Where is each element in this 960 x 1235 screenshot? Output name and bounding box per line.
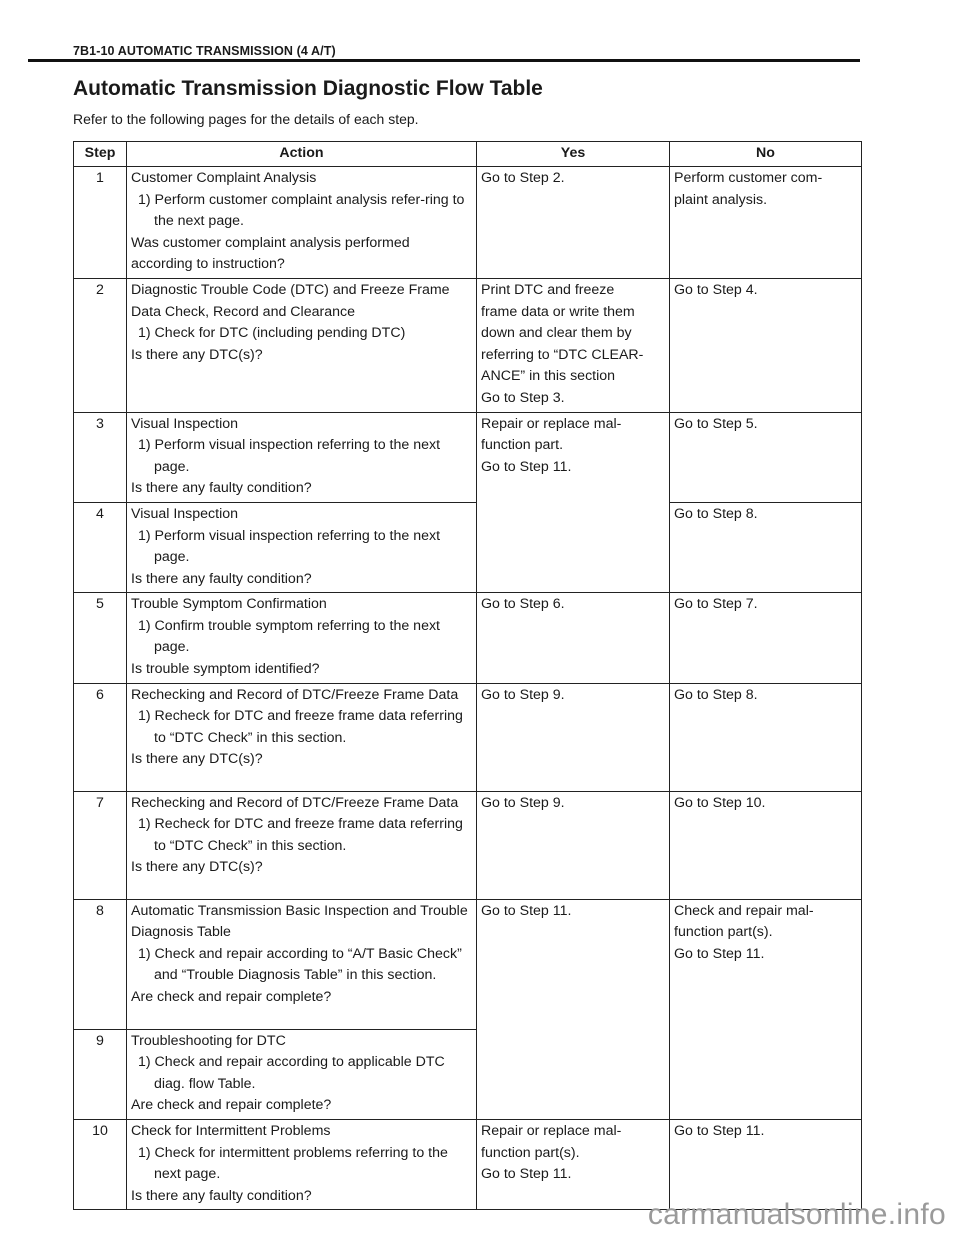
action-title: Rechecking and Record of DTC/Freeze Frame Data	[131, 686, 459, 703]
action-question: Are check and repair complete?	[131, 1097, 332, 1114]
action-substep: 1) Check and repair according to “A/T Basic Check” and “Trouble Diagnosis Table” in this section.	[138, 945, 462, 984]
table-row	[74, 593, 862, 683]
yes-line: down and clear them by	[481, 325, 632, 342]
no-line: Perform customer com-	[674, 170, 823, 186]
yes-cell	[477, 1120, 670, 1210]
intro-text: Refer to the following pages for the details of each step.	[73, 111, 419, 127]
table-row	[74, 1120, 862, 1210]
step-number: 9	[74, 1029, 127, 1119]
yes-line: function part.	[481, 437, 564, 454]
no-cell	[670, 1120, 862, 1210]
action-title: Automatic Transmission Basic Inspection and Trouble Diagnosis Table	[131, 902, 468, 941]
action-cell	[127, 593, 477, 683]
no-line: Go to Step 11.	[674, 945, 765, 962]
table-header-row	[74, 142, 862, 167]
yes-line: Go to Step 9.	[481, 686, 565, 703]
action-title: Visual Inspection	[131, 415, 239, 432]
action-cell	[127, 1029, 477, 1119]
step-number: 2	[74, 278, 127, 412]
action-cell	[127, 278, 477, 412]
step-number: 1	[74, 167, 127, 279]
table-row	[74, 899, 862, 1029]
yes-line: Repair or replace mal-	[481, 415, 622, 432]
action-question: Is trouble symptom identified?	[131, 661, 320, 678]
yes-cell	[477, 683, 670, 791]
no-cell	[670, 899, 862, 1119]
yes-line: Go to Step 6.	[481, 596, 565, 613]
no-line: Go to Step 4.	[674, 281, 758, 298]
table-row	[74, 502, 862, 592]
action-question: Is there any DTC(s)?	[131, 859, 263, 876]
action-substep: 1) Perform visual inspection referring to the next page.	[138, 437, 441, 475]
yes-line: Go to Step 11.	[481, 1166, 572, 1183]
no-cell	[670, 278, 862, 412]
column-header-yes: Yes	[477, 142, 670, 167]
no-cell	[670, 502, 862, 592]
watermark-text[interactable]: carmanualsonline.info	[647, 1198, 946, 1231]
column-header-step: Step	[74, 142, 127, 167]
action-question: Is there any faulty condition?	[131, 570, 312, 587]
action-title: Rechecking and Record of DTC/Freeze Frame Data	[131, 794, 459, 811]
table-row	[74, 278, 862, 412]
action-title: Diagnostic Trouble Code (DTC) and Freeze Frame Data Check, Record and Clearance	[131, 281, 450, 320]
no-line: plaint analysis.	[674, 191, 768, 208]
yes-line: Print DTC and freeze	[481, 281, 615, 298]
action-question: Is there any faulty condition?	[131, 1187, 312, 1204]
action-question: Is there any DTC(s)?	[131, 751, 263, 768]
action-title: Troubleshooting for DTC	[131, 1032, 286, 1049]
yes-cell	[477, 593, 670, 683]
yes-line: function part(s).	[481, 1144, 580, 1161]
action-substep: 1) Perform customer complaint analysis refer-ring to the next page.	[138, 191, 465, 230]
yes-line: Go to Step 9.	[481, 794, 565, 811]
no-line: Go to Step 8.	[674, 686, 758, 703]
table-row	[74, 683, 862, 791]
no-cell	[670, 683, 862, 791]
action-substep: 1) Check for DTC (including pending DTC)	[138, 325, 406, 342]
no-cell	[670, 167, 862, 279]
action-substep: 1) Confirm trouble symptom referring to the next page.	[138, 617, 440, 656]
action-question: Was customer complaint analysis performed according to instruction?	[131, 234, 410, 273]
action-question: Is there any faulty condition?	[131, 480, 312, 497]
step-number: 4	[74, 502, 127, 592]
yes-cell	[477, 791, 670, 899]
action-substep: 1) Check and repair according to applicable DTC diag. flow Table.	[138, 1054, 445, 1092]
yes-line: Go to Step 3.	[481, 389, 565, 406]
action-title: Check for Intermittent Problems	[131, 1123, 331, 1140]
yes-line: frame data or write them	[481, 303, 635, 320]
no-line: Go to Step 8.	[674, 505, 758, 522]
no-cell	[670, 412, 862, 502]
action-substep: 1) Perform visual inspection referring to the next page.	[138, 527, 441, 566]
yes-line: ANCE” in this section	[481, 368, 616, 385]
yes-line: Go to Step 2.	[481, 170, 565, 186]
yes-line: referring to “DTC CLEAR-	[481, 346, 644, 363]
action-substep: 1) Check for intermittent problems referring to the next page.	[138, 1144, 448, 1183]
yes-cell	[477, 167, 670, 279]
page-title: Automatic Transmission Diagnostic Flow Table	[73, 77, 543, 100]
header-rule	[28, 59, 860, 62]
action-cell	[127, 502, 477, 592]
action-question: Are check and repair complete?	[131, 989, 332, 1006]
yes-cell	[477, 412, 670, 593]
table-row	[74, 167, 862, 279]
action-question: Is there any DTC(s)?	[131, 346, 263, 363]
table-row	[74, 791, 862, 899]
yes-line: Repair or replace mal-	[481, 1123, 622, 1140]
step-number: 10	[74, 1120, 127, 1210]
action-substep: 1) Recheck for DTC and freeze frame data referring to “DTC Check” in this section.	[138, 708, 463, 746]
no-line: Go to Step 7.	[674, 596, 758, 613]
yes-line: Go to Step 11.	[481, 902, 572, 919]
step-number: 6	[74, 683, 127, 791]
diagnostic-flow-table	[73, 141, 862, 1210]
yes-cell	[477, 899, 670, 1119]
action-title: Customer Complaint Analysis	[131, 170, 317, 186]
step-number: 3	[74, 412, 127, 502]
step-number: 5	[74, 593, 127, 683]
no-line: Go to Step 5.	[674, 415, 758, 432]
no-cell	[670, 593, 862, 683]
no-cell	[670, 791, 862, 899]
action-cell	[127, 412, 477, 502]
action-cell	[127, 899, 477, 1029]
no-line: function part(s).	[674, 924, 773, 941]
column-header-action: Action	[127, 142, 477, 167]
action-cell	[127, 683, 477, 791]
action-cell	[127, 1120, 477, 1210]
table-row	[74, 412, 862, 502]
action-cell	[127, 791, 477, 899]
action-cell	[127, 167, 477, 279]
column-header-no: No	[670, 142, 862, 167]
no-line: Go to Step 10.	[674, 794, 766, 811]
action-title: Trouble Symptom Confirmation	[131, 596, 327, 613]
page-header: 7B1-10 AUTOMATIC TRANSMISSION (4 A/T)	[73, 44, 336, 58]
action-substep: 1) Recheck for DTC and freeze frame data referring to “DTC Check” in this section.	[138, 816, 463, 854]
action-title: Visual Inspection	[131, 505, 239, 522]
no-line: Go to Step 11.	[674, 1123, 765, 1140]
no-line: Check and repair mal-	[674, 902, 814, 919]
yes-cell	[477, 278, 670, 412]
step-number: 7	[74, 791, 127, 899]
step-number: 8	[74, 899, 127, 1029]
yes-line: Go to Step 11.	[481, 458, 572, 475]
